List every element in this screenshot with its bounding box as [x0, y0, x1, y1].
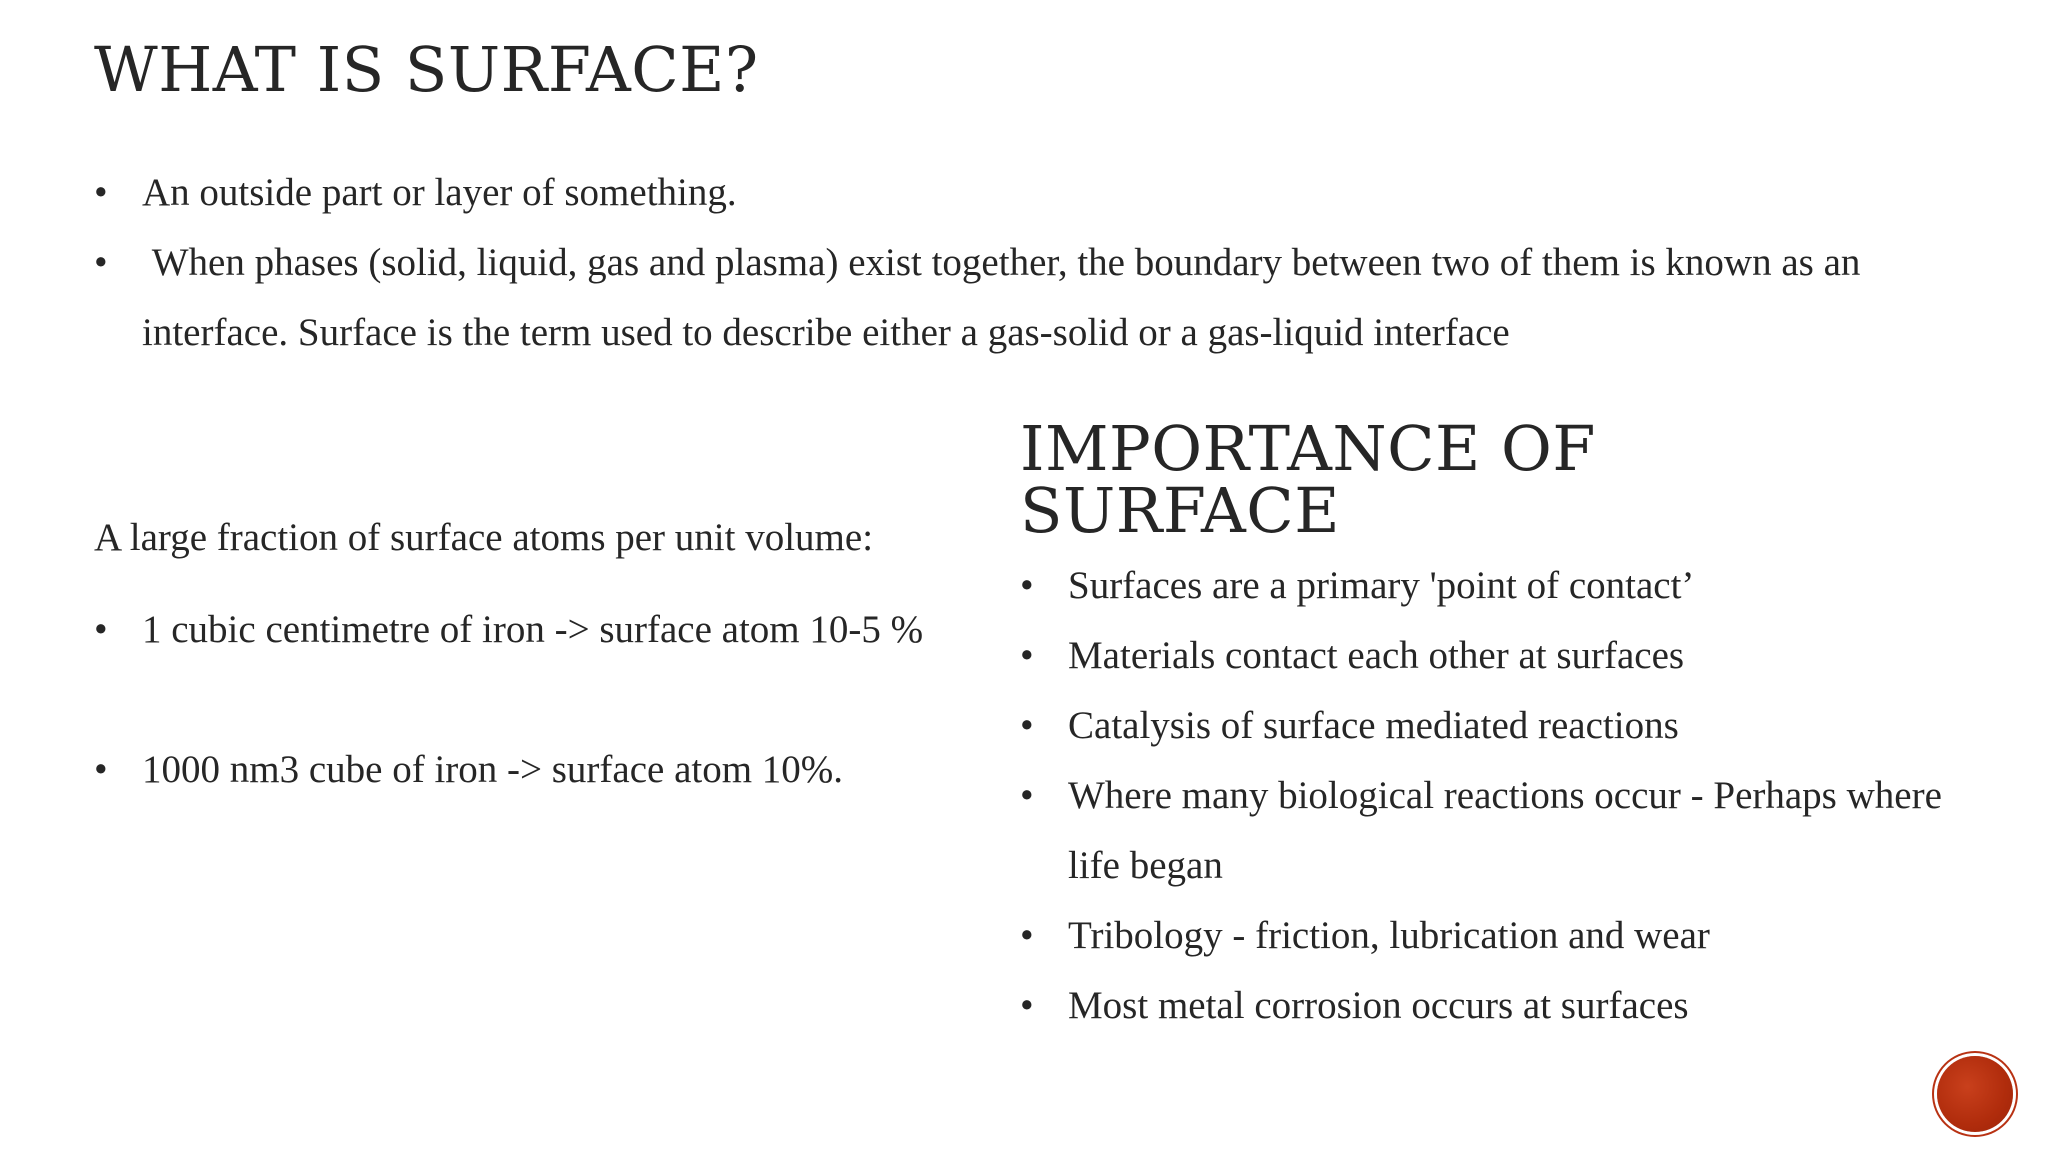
list-item-text: Surfaces are a primary 'point of contact’	[1068, 564, 1695, 607]
list-item-text: 1000 nm3 cube of iron -> surface atom 10%.	[142, 748, 844, 791]
list-item-text: Where many biological reactions occur - Perhaps where life began	[1068, 774, 1942, 887]
list-item	[1020, 691, 1980, 761]
list-item-text: An outside part or layer of something.	[142, 171, 737, 214]
list-item-text: Most metal corrosion occurs at surfaces	[1068, 984, 1689, 1027]
slide-title: WHAT IS SURFACE?	[94, 33, 759, 106]
list-item-text: When phases (solid, liquid, gas and plasma) exist together, the boundary between two of them is known as an interface. Surface is the term used to describe either a gas-solid or a gas-liquid interface	[142, 241, 1871, 354]
list-item-text: Catalysis of surface mediated reactions	[1068, 704, 1679, 747]
bullet-icon: •	[1020, 704, 1034, 747]
bullet-icon: •	[1020, 634, 1034, 677]
bullet-icon: •	[94, 608, 108, 651]
intro-bullet-list	[94, 158, 1994, 368]
list-item	[1020, 621, 1980, 691]
left-column	[94, 503, 954, 805]
section-heading: IMPORTANCE OF SURFACE	[1020, 412, 1596, 547]
list-item-text: Tribology - friction, lubrication and wear	[1068, 914, 1710, 957]
list-item-text: 1 cubic centimetre of iron -> surface atom 10-5 %	[142, 608, 924, 651]
bullet-icon: •	[94, 748, 108, 791]
bullet-icon: •	[94, 241, 108, 284]
list-item-text: Materials contact each other at surfaces	[1068, 634, 1685, 677]
list-item	[1020, 551, 1980, 621]
left-bullet-list	[94, 595, 954, 805]
list-item	[1020, 971, 1980, 1041]
bullet-icon: •	[1020, 984, 1034, 1027]
slide-nav-button[interactable]	[1937, 1056, 2013, 1132]
bullet-icon: •	[1020, 914, 1034, 957]
left-paragraph: A large fraction of surface atoms per unit volume:	[94, 516, 874, 559]
list-item	[94, 158, 1994, 228]
bullet-icon: •	[1020, 564, 1034, 607]
list-item	[1020, 761, 1980, 901]
list-item	[94, 595, 954, 665]
bullet-icon: •	[94, 171, 108, 214]
bullet-icon: •	[1020, 774, 1034, 817]
list-item	[94, 735, 954, 805]
right-bullet-list	[1020, 551, 1980, 1041]
list-item	[1020, 901, 1980, 971]
list-item	[94, 228, 1994, 368]
